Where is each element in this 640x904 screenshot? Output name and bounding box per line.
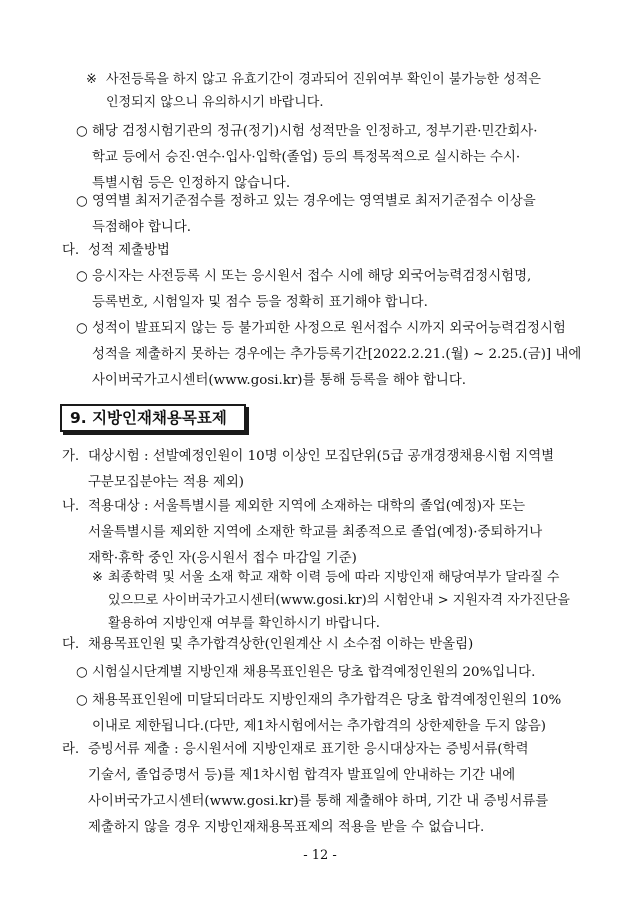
text-line: 있으므로 사이버국가고시센터(www.gosi.kr)의 시험안내 > 지원자격 자가진단을 — [108, 593, 570, 608]
text-line: 인정되지 않으니 유의하시기 바랍니다. — [106, 95, 324, 110]
note-text — [106, 68, 541, 114]
text-line: 시험실시단계별 지방인재 채용목표인원은 당초 합격예정인원의 20%입니다. — [92, 665, 536, 680]
section-title: 9. 지방인재채용목표제 — [70, 409, 227, 427]
text-line: 사이버국가고시센터(www.gosi.kr)를 통해 등록을 해야 합니다. — [92, 373, 467, 388]
text-line: 영역별 최저기준점수를 정하고 있는 경우에는 영역별로 최저기준점수 이상을 — [92, 194, 536, 209]
text-line: 해당 검정시험기관의 정규(정기)시험 성적만을 인정하고, 정부기관·민간회사· — [92, 124, 538, 139]
text-line: 서울특별시를 제외한 지역에 소재한 학교를 최종적으로 졸업(예정)·중퇴하거나 — [88, 525, 543, 540]
text-line: 응시자는 사전등록 시 또는 응시원서 접수 시에 해당 외국어능력검정시험명, — [92, 269, 532, 284]
note-marker: ※ — [92, 570, 103, 585]
text-line: 활용하여 지방인재 여부를 확인하시기 바랍니다. — [108, 616, 380, 631]
bullet-text — [92, 264, 531, 316]
bullet-marker: ○ — [76, 693, 88, 708]
bullet-marker: ○ — [76, 269, 88, 284]
text-line: 사전등록을 하지 않고 유효기간이 경과되어 진위여부 확인이 불가능한 성적은 — [106, 72, 541, 87]
bullet-text — [92, 688, 561, 740]
bullet-marker: ○ — [76, 124, 88, 139]
section-title-box — [60, 404, 246, 432]
item-text — [88, 737, 548, 841]
text-line: 성적을 제출하지 못하는 경우에는 추가등록기간[2022.2.21.(월) ~ 2.25.(금)] 내에 — [92, 347, 582, 362]
section-marker: 다. — [62, 637, 80, 652]
text-line: 기술서, 졸업증명서 등)를 제1차시험 합격자 발표일에 안내하는 기간 내에 — [88, 768, 516, 783]
note-text — [108, 566, 570, 635]
text-line: 학교 등에서 승진·연수·입사·입학(졸업) 등의 특정목적으로 실시하는 수시· — [92, 150, 521, 165]
text-line: 특별시험 등은 인정하지 않습니다. — [92, 176, 291, 191]
bullet-marker: ○ — [76, 665, 88, 680]
text-line: 재학·휴학 중인 자(응시원서 접수 마감일 기준) — [88, 551, 357, 566]
text-line: 등록번호, 시험일자 및 점수 등을 정확히 표기해야 합니다. — [92, 295, 428, 310]
note-marker: ※ — [86, 72, 97, 87]
bullet-text — [92, 119, 538, 197]
bullet-marker: ○ — [76, 194, 88, 209]
section-marker: 라. — [62, 742, 80, 757]
text-line: 최종학력 및 서울 소재 학교 재학 이력 등에 따라 지방인재 해당여부가 달라질 수 — [108, 570, 560, 585]
text-line: 성적 제출방법 — [88, 243, 170, 258]
text-line: 성적이 발표되지 않는 등 불가피한 사정으로 원서접수 시까지 외국어능력검정시험 — [92, 321, 566, 336]
bullet-text — [92, 660, 535, 686]
subheading — [88, 238, 170, 264]
bullet-text — [92, 316, 581, 394]
text-line: 제출하지 않을 경우 지방인재채용목표제의 적용을 받을 수 없습니다. — [88, 820, 485, 835]
item-text — [88, 632, 473, 658]
text-line: 채용목표인원에 미달되더라도 지방인재의 추가합격은 당초 합격예정인원의 10% — [92, 693, 562, 708]
text-line: 대상시험 : 선발예정인원이 10명 이상인 모집단위(5급 공개경쟁채용시험 지역별 — [88, 449, 555, 464]
text-line: 이내로 제한됩니다.(다만, 제1차시험에서는 추가합격의 상한제한을 두지 않음) — [92, 719, 547, 734]
item-text — [88, 444, 554, 496]
bullet-marker: ○ — [76, 321, 88, 336]
section-marker: 가. — [62, 449, 80, 464]
text-line: 구분모집분야는 적용 제외) — [88, 475, 245, 490]
text-line: 득점해야 합니다. — [92, 220, 192, 235]
text-line: 사이버국가고시센터(www.gosi.kr)를 통해 제출해야 하며, 기간 내 증빙서류를 — [88, 794, 549, 809]
section-marker: 나. — [62, 499, 80, 514]
text-line: 증빙서류 제출 : 응시원서에 지방인재로 표기한 응시대상자는 증빙서류(학력 — [88, 742, 529, 757]
text-line: 채용목표인원 및 추가합격상한(인원계산 시 소수점 이하는 반올림) — [88, 637, 474, 652]
page-number: - 12 - — [303, 848, 337, 863]
item-text — [88, 494, 542, 572]
section-marker: 다. — [62, 243, 80, 258]
text-line: 적용대상 : 서울특별시를 제외한 지역에 소재하는 대학의 졸업(예정)자 또는 — [88, 499, 526, 514]
bullet-text — [92, 189, 536, 241]
